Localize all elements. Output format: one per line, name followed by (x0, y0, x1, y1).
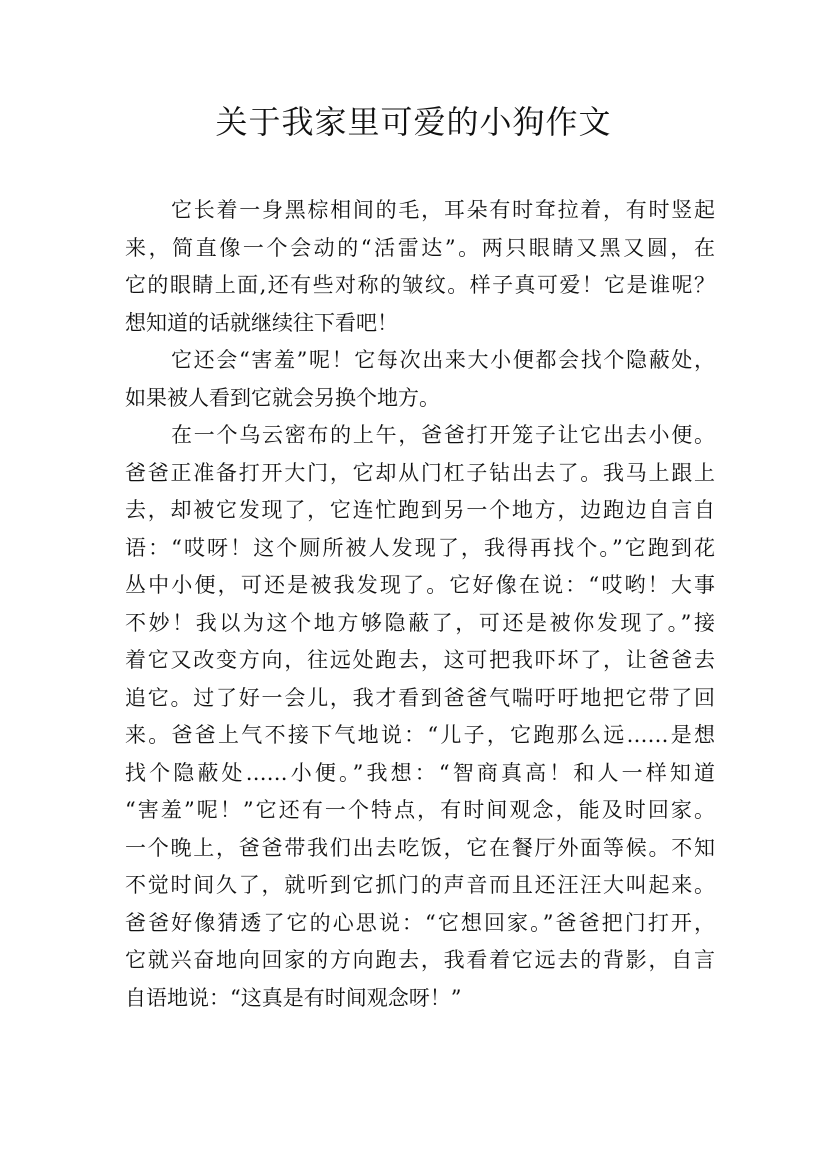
text-line: 如果被人看到它就会另换个地方。 (125, 385, 440, 410)
text-line: 它还会“害羞”呢！它每次出来大小便都会找个隐蔽处， (171, 348, 715, 372)
text-line: 着它又改变方向，往远处跑去，这可把我吓坏了，让爸爸去 (125, 648, 715, 672)
text-line: “害羞”呢！”它还有一个特点，有时间观念，能及时回家。 (125, 798, 715, 822)
text-line: 在一个乌云密布的上午，爸爸打开笼子让它出去小便。 (171, 423, 715, 447)
text-line: 语：“哎呀！这个厕所被人发现了，我得再找个。”它跑到花 (125, 535, 715, 560)
text-line: 找个隐蔽处……小便。”我想：“智商真高！和人一样知道 (125, 760, 715, 785)
text-line: 想知道的话就继续往下看吧！ (125, 310, 398, 335)
text-line: 不觉时间久了，就听到它抓门的声音而且还汪汪大叫起来。 (125, 873, 715, 897)
text-line: 追它。过了好一会儿，我才看到爸爸气喘吁吁地把它带了回 (125, 685, 715, 710)
essay-body (125, 192, 715, 1017)
text-line: 丛中小便，可还是被我发现了。它好像在说：“哎哟！大事 (125, 573, 715, 597)
text-line: 它的眼睛上面,还有些对称的皱纹。样子真可爱！它是谁呢？ (125, 273, 715, 297)
document-title: 关于我家里可爱的小狗作文 (215, 103, 612, 141)
text-line: 爸爸正准备打开大门，它却从门杠子钻出去了。我马上跟上 (125, 460, 715, 485)
text-line: 自语地说：“这真是有时间观念呀！” (125, 985, 462, 1010)
text-line: 一个晚上，爸爸带我们出去吃饭，它在餐厅外面等候。不知 (125, 835, 715, 860)
text-line: 爸爸好像猜透了它的心思说：“它想回家。”爸爸把门打开， (125, 910, 715, 935)
text-line: 它就兴奋地向回家的方向跑去，我看着它远去的背影，自言 (125, 948, 715, 972)
text-line: 它长着一身黑棕相间的毛，耳朵有时耷拉着，有时竖起 (171, 198, 715, 222)
text-line: 来，简直像一个会动的“活雷达”。两只眼睛又黑又圆，在 (125, 235, 715, 260)
text-line: 不妙！我以为这个地方够隐蔽了，可还是被你发现了。”接 (125, 610, 715, 635)
text-line: 去，却被它发现了，它连忙跑到另一个地方，边跑边自言自 (125, 498, 715, 522)
text-line: 来。爸爸上气不接下气地说：“儿子，它跑那么远……是想 (125, 723, 715, 747)
